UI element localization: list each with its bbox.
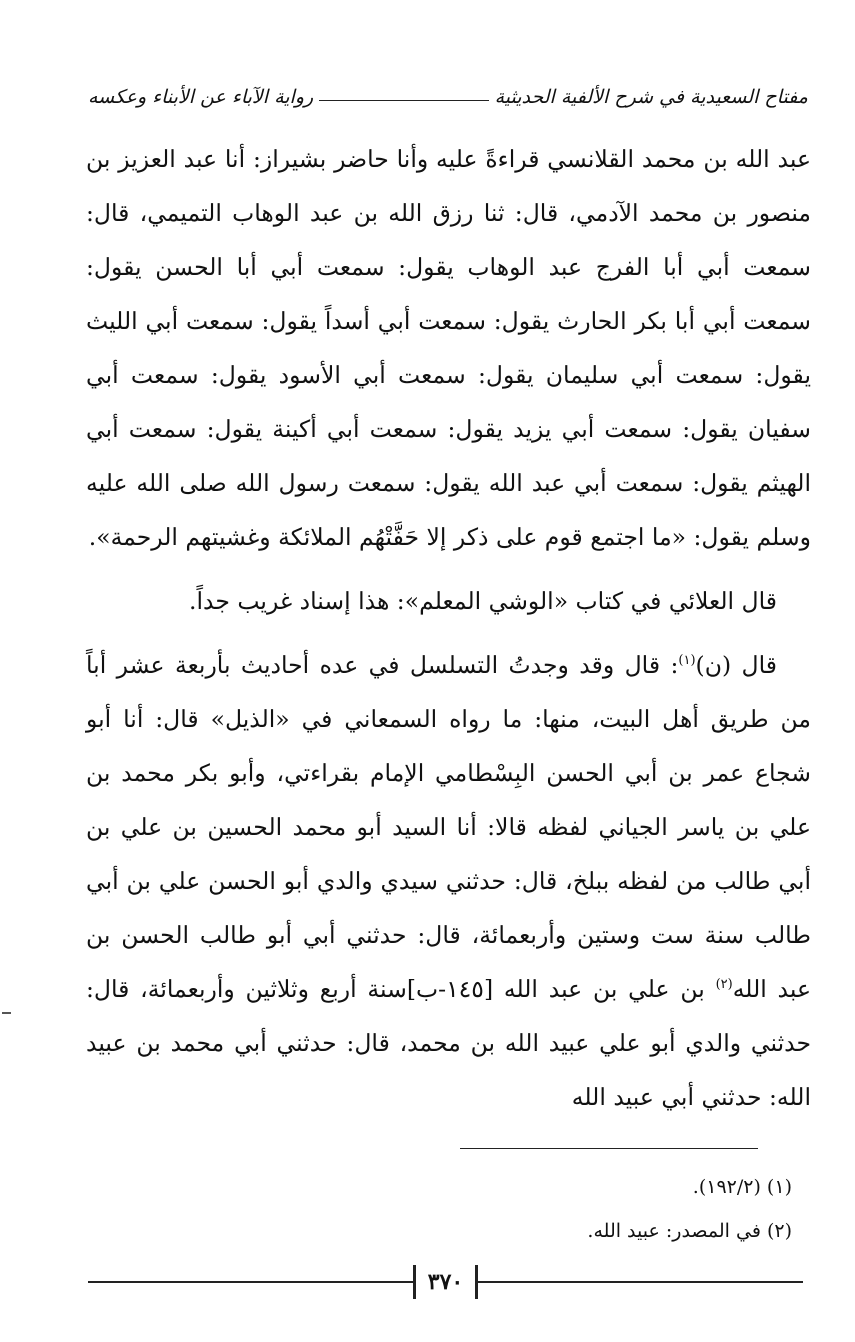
paragraph-ahl-al-bayt: [86, 638, 811, 1124]
footnotes: [86, 1165, 792, 1253]
footnote-ref-1: (١): [678, 653, 696, 669]
footnote-ref-2: (٢): [715, 977, 733, 993]
footnote-1: (١) (١٩٢/٢).: [692, 1176, 792, 1198]
para3-part3: بن علي بن عبد الله [١٤٥-ب]سنة أربع وثلاثين وأربعمائة، قال: حدثني والدي أبو علي عبيد الله بن محمد، قال: حدثني أبي محمد بن عبيد الله: حدثني أبي عبيد الله: [86, 975, 811, 1111]
paragraph-isnad: عبد الله بن محمد القلانسي قراءةً عليه وأنا حاضر بشيراز: أنا عبد العزيز بن منصور بن محمد الآدمي، قال: ثنا رزق الله بن عبد الوهاب التميمي، قال: سمعت أبي أبا الفرج عبد الوهاب يقول: سمعت أبي أبا الحسن يقول: سمعت أبي أبا بكر الحارث يقول: سمعت أبي أسداً يقول: سمعت أبي الليث يقول: سمعت أبي سليمان يقول: سمعت أبي الأسود يقول: سمعت أبي سفيان يقول: سمعت أبي يزيد يقول: سمعت أبي أكينة يقول: سمعت أبي الهيثم يقول: سمعت أبي عبد الله يقول: سمعت رسول الله صلى الله عليه وسلم يقول: «ما اجتمع قوم على ذكر إلا حَفَّتْهُم الملائكة وغشيتهم الرحمة».: [86, 145, 811, 551]
para3-part2: : قال وقد وجدتُ التسلسل في عده أحاديث بأربعة عشر أباً من طريق أهل البيت، منها: ما رواه السمعاني في «الذيل» قال: أنا أبو شجاع عمر بن أبي الحسن البِسْطامي الإمام بقراءتي، وأبو بكر محمد بن علي بن ياسر الجياني لفظه قالا: أنا السيد أبو محمد الحسين بن علي بن أبي طالب من لفظه ببلخ، قال: حدثني سيدي والدي أبو الحسن علي بن أبي طالب سنة ست وستين وأربعمائة، قال: حدثني أبي أبو طالب الحسن بن عبد الله: [86, 651, 811, 1003]
margin-mark: [2, 1012, 11, 1014]
running-header: [88, 80, 808, 114]
footnote-2: (٢) في المصدر: عبيد الله.: [587, 1220, 792, 1242]
para3-part1: قال (ن): [695, 651, 777, 679]
paragraph-alalai: قال العلائي في كتاب «الوشي المعلم»: هذا إسناد غريب جداً.: [189, 587, 777, 615]
page-number: ٣٧٠: [413, 1265, 478, 1299]
header-chapter-title: رواية الآباء عن الأبناء وعكسه: [88, 86, 314, 108]
footnote-divider: [460, 1148, 758, 1149]
header-divider: [319, 100, 488, 101]
footer-rule-left: [88, 1281, 413, 1283]
main-text: [86, 132, 811, 1124]
footer-rule-right: [478, 1281, 803, 1283]
page-footer: [88, 1262, 803, 1302]
header-book-title: مفتاح السعيدية في شرح الألفية الحديثية: [494, 86, 808, 108]
